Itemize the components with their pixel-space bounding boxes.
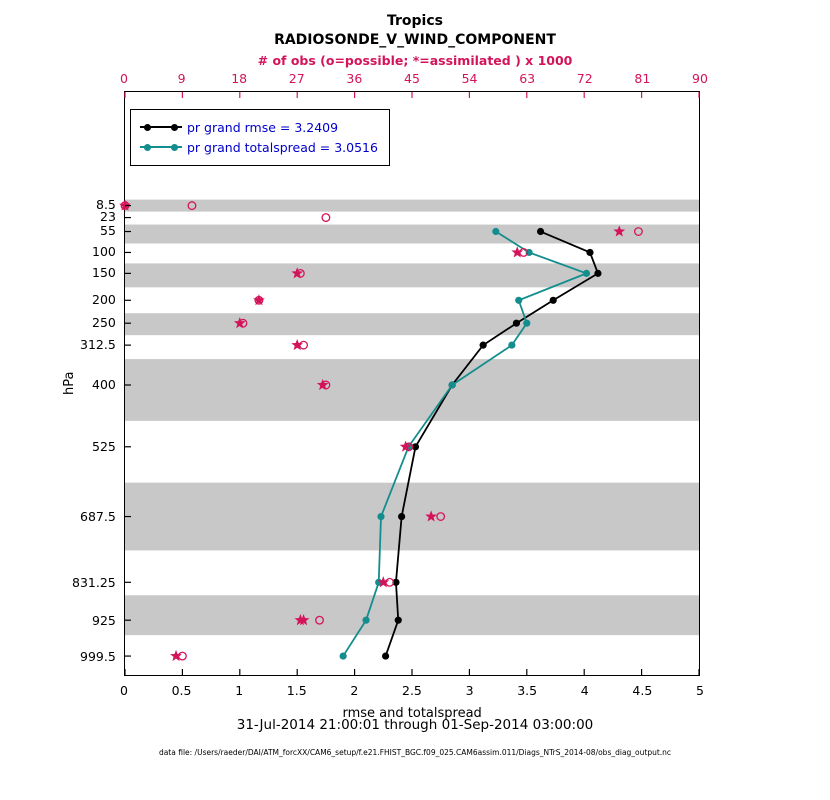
legend-label-rmse: pr grand rmse = 3.2409 [187,119,339,135]
shaded-band [125,263,699,287]
x-bottom-tick-label: 0 [120,683,128,698]
x-top-tick-label: 54 [461,71,478,86]
series-marker [508,342,515,349]
series-marker [480,342,487,349]
y-tick-label: 525 [92,439,116,454]
legend-item-rmse [140,117,380,137]
shaded-band [125,200,699,212]
x-top-tick-label: 90 [692,71,708,86]
x-bottom-tick-label: 5 [696,683,704,698]
y-tick-label: 400 [92,377,116,392]
series-marker [583,270,590,277]
shaded-band [125,595,699,635]
x-bottom-tick-label: 1.5 [286,683,307,698]
series-marker [537,228,544,235]
obs-possible-marker [300,341,308,349]
x-top-tick-label: 9 [177,71,186,86]
chart-title-obs-axis: # of obs (o=possible; *=assimilated ) x 1000 [257,53,573,68]
legend [130,109,390,166]
series-marker [523,320,530,327]
series-marker [515,297,522,304]
series-marker [395,617,402,624]
series-marker [550,297,557,304]
x-top-tick-label: 45 [404,71,420,86]
footer-data-file: data file: /Users/raeder/DAI/ATM_forcXX/CAM6_setup/f.e21.FHIST_BGC.f09_025.CAM6assim.011/Diags_NTrS_2014-08/obs_diag_output.nc [158,748,672,757]
series-marker [492,228,499,235]
series-marker [449,381,456,388]
chart-title-variable: RADIOSONDE_V_WIND_COMPONENT [274,32,556,48]
plot-overlay [125,92,699,675]
y-tick-label: 925 [92,613,116,628]
shaded-band [125,483,699,551]
x-top-tick-label: 72 [576,71,593,86]
x-bottom-tick-label: 4.5 [632,683,653,698]
x-bottom-tick-label: 3.5 [517,683,538,698]
series-marker [586,249,593,256]
series-marker [513,320,520,327]
legend-item-totalspread [140,137,380,157]
footer-date-range: 31-Jul-2014 21:00:01 through 01-Sep-2014 03:00:00 [236,717,594,733]
x-top-tick-label: 0 [120,71,128,86]
y-tick-label: 250 [92,315,116,330]
chart-title-region: Tropics [387,13,443,29]
y-axis-label: hPa [62,371,77,395]
plot-area [124,91,700,676]
y-tick-label: 8.5 [96,197,116,212]
x-axis-label: rmse and totalspread [342,706,482,721]
x-top-tick-label: 81 [634,71,651,86]
x-bottom-tick-label: 4 [580,683,589,698]
shaded-band [125,359,699,421]
x-top-tick-label: 27 [288,71,305,86]
x-bottom-tick-label: 3 [465,683,474,698]
shaded-band [125,313,699,335]
series-marker [362,617,369,624]
series-marker [594,270,601,277]
series-marker [382,652,389,659]
y-tick-label: 23 [100,209,116,224]
x-bottom-tick-label: 2.5 [402,683,422,698]
y-tick-label: 999.5 [80,649,116,664]
obs-possible-marker [322,214,330,222]
series-line [343,232,586,657]
series-marker [340,652,347,659]
obs-possible-marker [386,579,394,587]
x-top-tick-label: 36 [346,71,363,86]
shaded-band [125,225,699,244]
y-tick-label: 100 [92,244,116,259]
obs-possible-marker [179,652,187,660]
y-tick-label: 687.5 [80,509,116,524]
x-top-tick-label: 18 [231,71,248,86]
title-block [0,12,830,70]
y-tick-label: 55 [100,223,116,238]
x-bottom-tick-label: 1 [235,683,244,698]
x-top-tick-label: 63 [519,71,536,86]
legend-label-totalspread: pr grand totalspread = 3.0516 [187,139,378,155]
legend-swatch-rmse [140,120,182,134]
series-marker [398,513,405,520]
y-tick-label: 150 [92,265,116,280]
legend-swatch-totalspread [140,140,182,154]
series-marker [377,513,384,520]
y-tick-label: 200 [92,292,116,307]
y-tick-label: 831.25 [72,575,116,590]
x-bottom-tick-label: 2 [350,683,359,698]
y-tick-label: 312.5 [80,337,116,352]
x-bottom-tick-label: 0.5 [171,683,192,698]
